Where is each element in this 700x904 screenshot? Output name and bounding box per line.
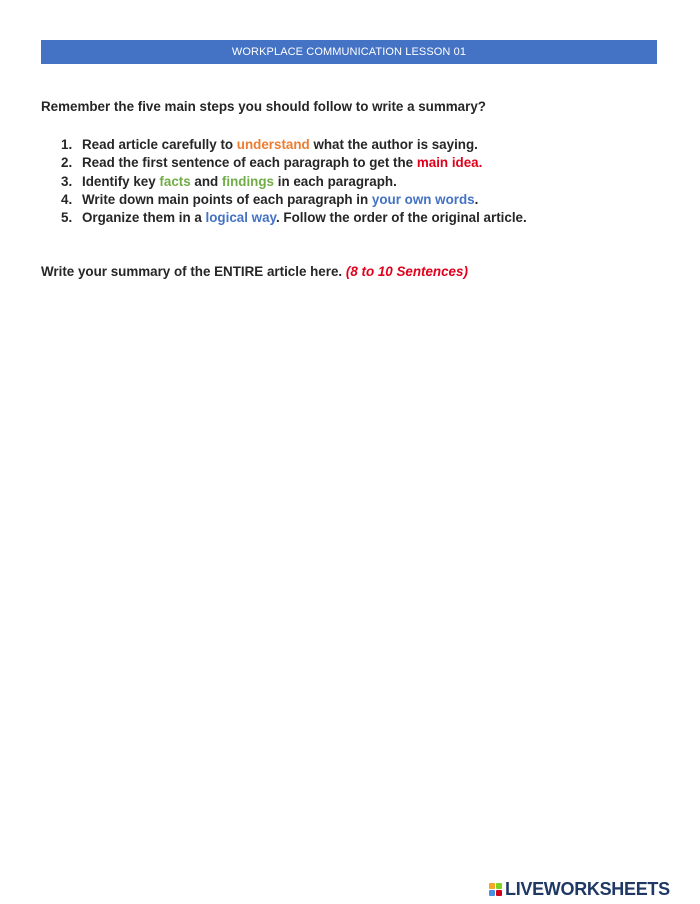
lesson-title: WORKPLACE COMMUNICATION LESSON 01 <box>231 46 467 58</box>
step-number: 4. <box>61 191 73 207</box>
highlight-logical-way: logical way <box>205 210 276 226</box>
highlight-main-idea: main idea. <box>416 155 483 171</box>
question-heading: Remember the five main steps you should follow to write a summary? <box>41 99 486 114</box>
step-text: Write down main points of each paragraph in <box>82 191 372 207</box>
step-text: Organize them in a <box>82 210 206 226</box>
summary-answer-area[interactable] <box>41 292 657 852</box>
step-item-4 <box>61 191 527 209</box>
step-text: and <box>190 173 222 189</box>
step-text: Read article carefully to <box>82 137 237 152</box>
highlight-understand: understand <box>236 137 310 152</box>
step-number: 1. <box>61 137 73 152</box>
step-item-5 <box>61 209 527 227</box>
summary-instruction <box>41 264 468 279</box>
liveworksheets-logo <box>489 878 670 900</box>
steps-list <box>61 136 527 227</box>
liveworksheets-logo-icon <box>489 883 502 896</box>
instruction-text: Write your summary of the ENTIRE article here. <box>41 264 346 279</box>
lesson-title-banner <box>41 40 657 64</box>
step-item-1 <box>61 136 527 154</box>
step-text: Identify key <box>82 173 160 189</box>
logo-text: LIVEWORKSHEETS <box>505 878 670 899</box>
step-item-2 <box>61 154 527 172</box>
highlight-findings: findings <box>221 173 274 189</box>
step-text: what the author is saying. <box>309 137 478 152</box>
highlight-facts: facts <box>159 173 191 189</box>
step-text: in each paragraph. <box>274 173 397 189</box>
step-text: . <box>474 191 479 207</box>
step-number: 3. <box>61 173 73 189</box>
step-number: 2. <box>61 155 73 171</box>
step-text: Read the first sentence of each paragraph to get the <box>82 155 417 171</box>
step-number: 5. <box>61 210 73 226</box>
step-text: . Follow the order of the original article. <box>275 210 527 226</box>
highlight-own-words: your own words <box>371 191 475 207</box>
sentence-count-hint: (8 to 10 Sentences) <box>345 264 468 279</box>
step-item-3 <box>61 173 527 191</box>
